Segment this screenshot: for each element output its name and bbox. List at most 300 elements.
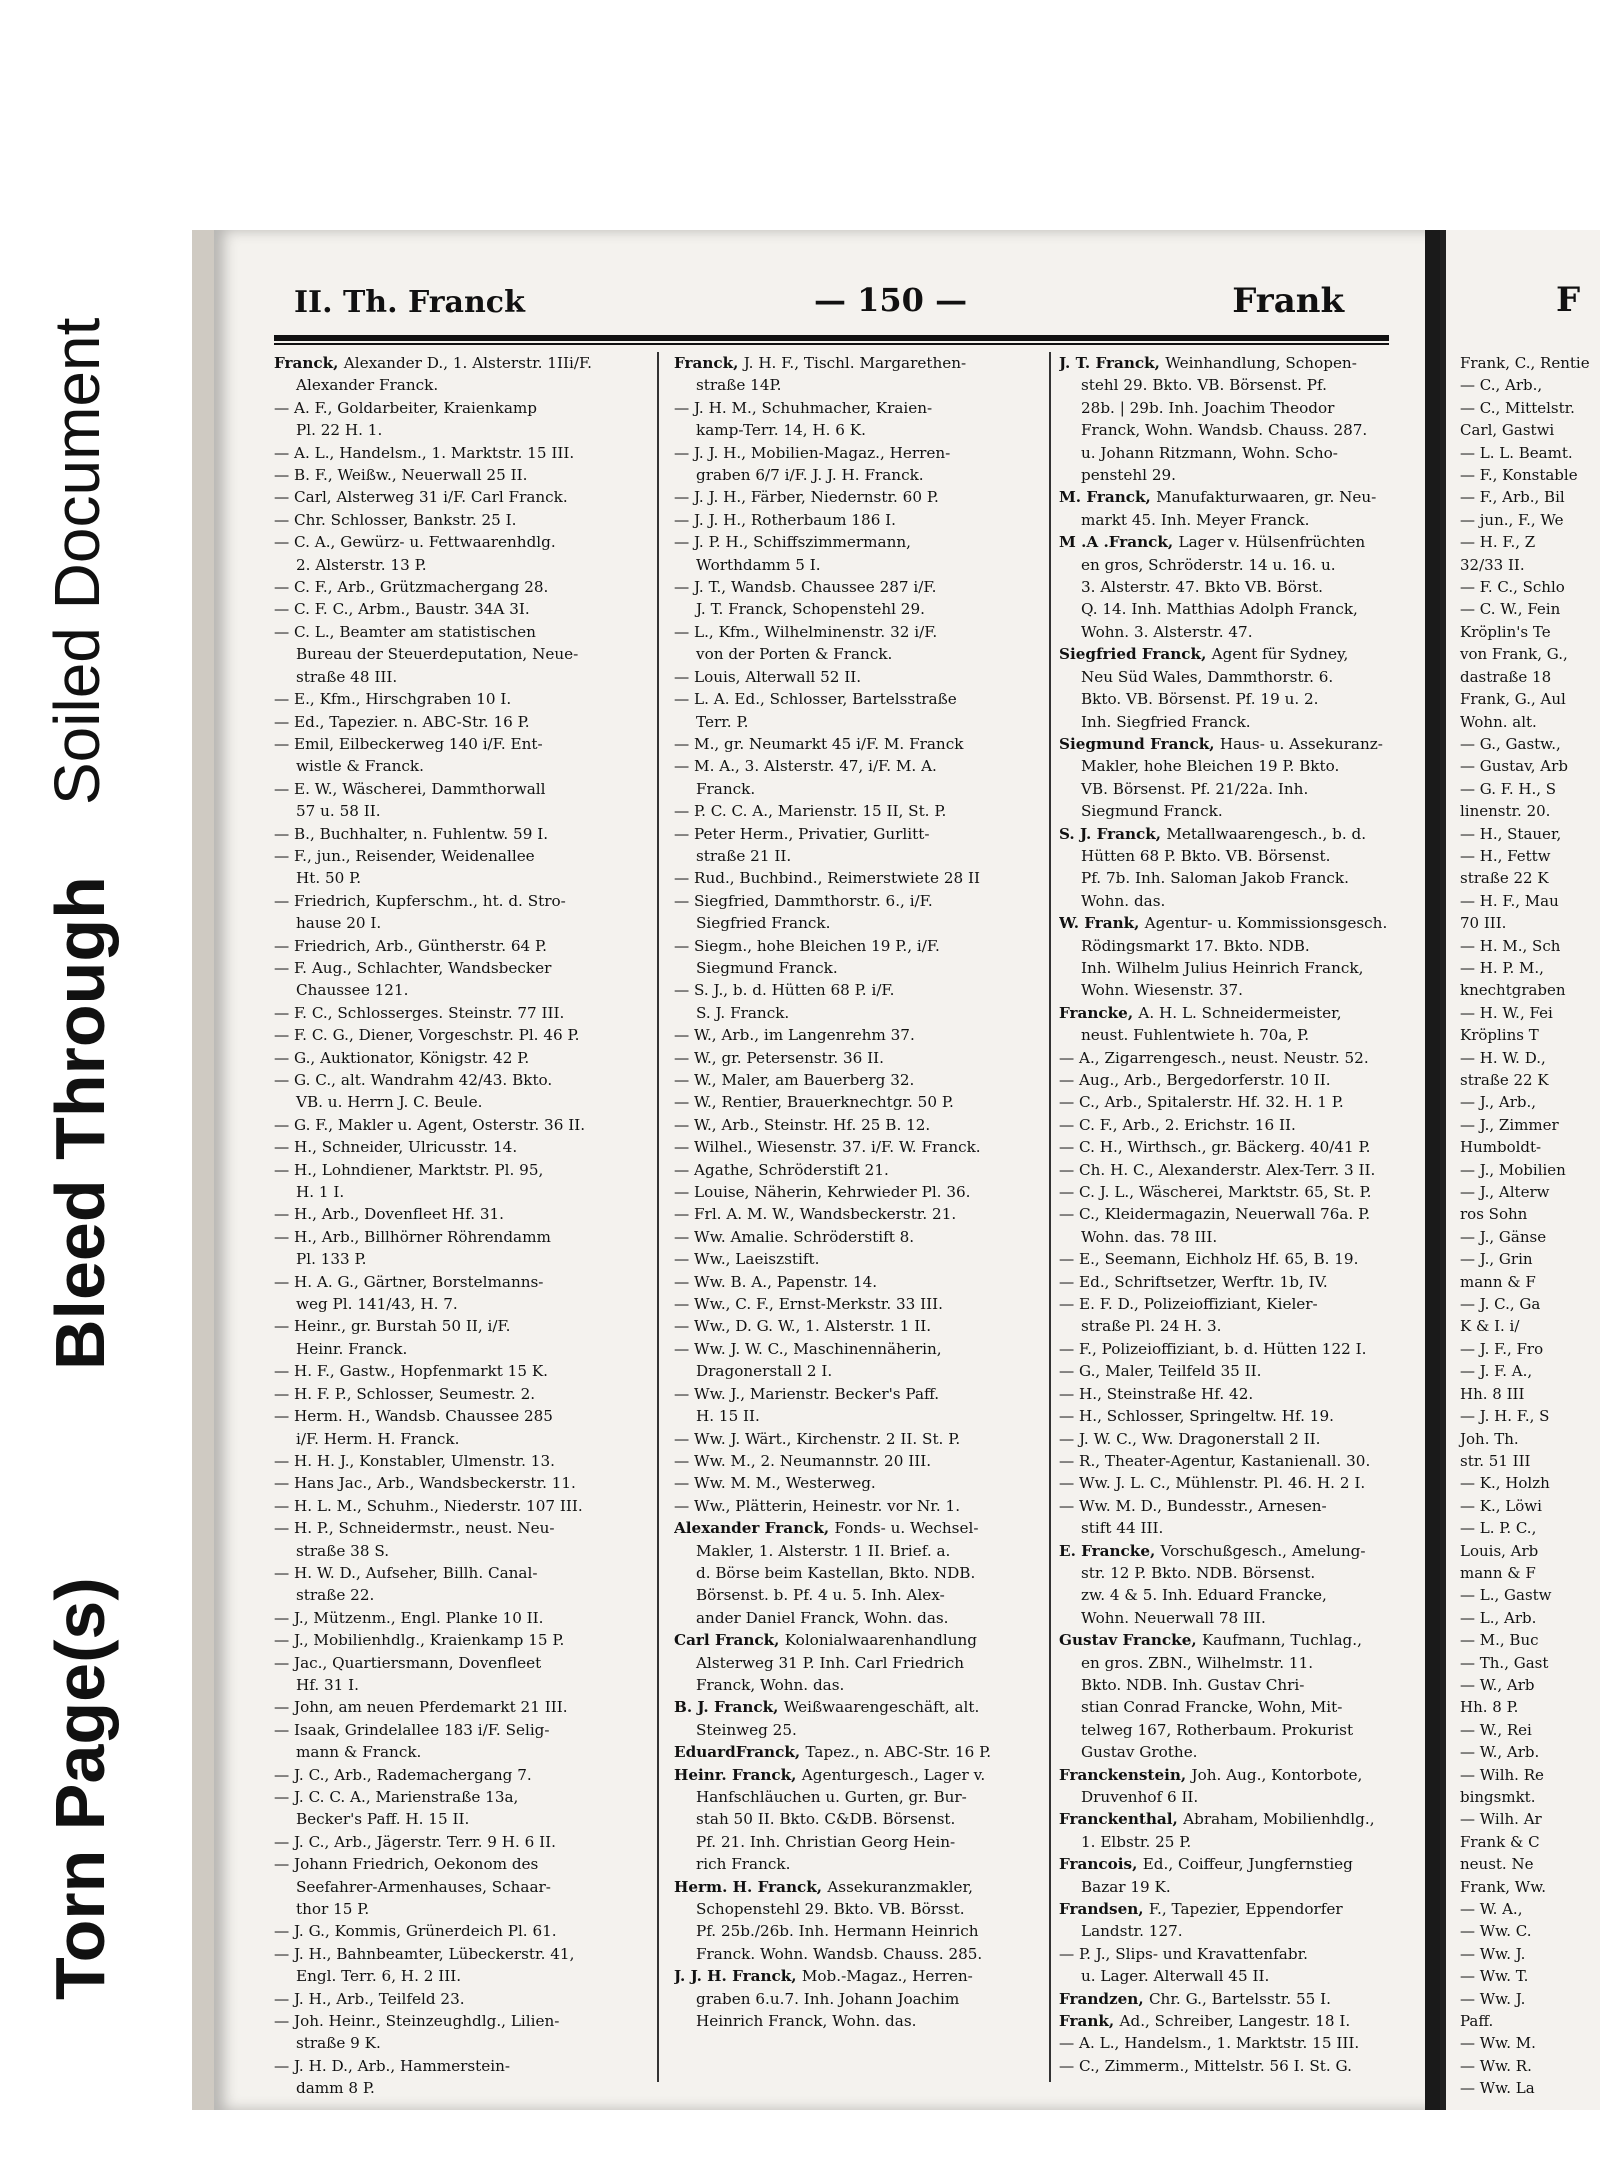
entry-text: — Johann Friedrich, Oekonom des (274, 1855, 539, 1874)
adjacent-page-line: Kröplin's Te (1460, 622, 1551, 641)
adjacent-page-line: straße 22 K (1460, 1071, 1549, 1089)
header-rule-thin (274, 343, 1389, 345)
directory-entry (274, 1988, 644, 2010)
entry-text: — Chr. Schlosser, Bankstr. 25 I. (274, 510, 517, 529)
directory-entry (1059, 1472, 1419, 1494)
directory-entry (1059, 1203, 1419, 1225)
directory-entry (674, 1383, 1039, 1405)
directory-entry (674, 845, 1039, 867)
directory-entry (274, 1405, 644, 1427)
entry-text: Engl. Terr. 6, H. 2 III. (296, 1967, 462, 1986)
directory-entry (1059, 442, 1419, 464)
directory-entry (274, 1674, 644, 1696)
directory-entry (274, 1808, 644, 1830)
entry-text: Bkto. VB. Börsenst. Pf. 19 u. 2. (1081, 690, 1319, 709)
adjacent-page-line: straße 22 K (1460, 869, 1549, 888)
adjacent-page-line: Wohn. alt. (1460, 712, 1537, 731)
entry-text: — L., Kfm., Wilhelminenstr. 32 i/F. (674, 622, 938, 641)
entry-name: Heinr. Franck, (674, 1765, 802, 1784)
adjacent-page-line: — H. F., Mau (1460, 891, 1559, 910)
adjacent-page-line: — K., Holzh (1460, 1474, 1550, 1493)
entry-text: — S. J., b. d. Hütten 68 P. i/F. (674, 981, 895, 1000)
directory-entry (1059, 1069, 1419, 1091)
entry-text: Weinhandlung, Schopen- (1165, 354, 1357, 372)
directory-entry (274, 374, 644, 396)
entry-text: neust. Fuhlentwiete h. 70a, P. (1081, 1026, 1310, 1045)
entry-text: — Jac., Quartiersmann, Dovenfleet (274, 1653, 542, 1672)
directory-entry (1059, 1226, 1419, 1248)
entry-text: — Rud., Buchbind., Reimerstwiete 28 II (674, 869, 980, 888)
entry-name: Herm. H. Franck, (674, 1877, 828, 1896)
directory-entry (274, 1607, 644, 1629)
directory-entry (674, 1540, 1039, 1562)
entry-text: Agentur- u. Kommissionsgesch. (1144, 914, 1388, 933)
entry-text: Ht. 50 P. (296, 869, 362, 888)
directory-entry (1059, 1607, 1419, 1629)
entry-text: — A. L., Handelsm., 1. Marktstr. 15 III. (1059, 2034, 1360, 2053)
entry-text: Franck, Wohn. das. (696, 1675, 845, 1694)
entry-text: — J. H. M., Schuhmacher, Kraien- (674, 398, 933, 417)
entry-text: — John, am neuen Pferdemarkt 21 III. (274, 1698, 568, 1717)
directory-entry (674, 979, 1039, 1001)
directory-entry (674, 957, 1039, 979)
entry-name: S. J. Franck, (1059, 824, 1167, 843)
entry-text: — C., Zimmerm., Mittelstr. 56 I. St. G. (1059, 2056, 1352, 2075)
adjacent-page (1440, 230, 1600, 2110)
directory-entry (274, 1786, 644, 1808)
entry-text: — H. L. M., Schuhm., Niederstr. 107 III. (274, 1496, 583, 1515)
directory-entry (1059, 598, 1419, 620)
entry-name: E. Francke, (1059, 1541, 1161, 1560)
entry-text: straße Pl. 24 H. 3. (1081, 1317, 1222, 1336)
directory-entry (274, 464, 644, 486)
directory-entry (274, 397, 644, 419)
directory-entry (274, 890, 644, 912)
directory-entry (1059, 486, 1419, 508)
entry-text: 3. Alsterstr. 47. Bkto VB. Börst. (1081, 578, 1323, 597)
entry-text: — F. C., Schlosserges. Steinstr. 77 III. (274, 1003, 565, 1022)
directory-entry (674, 1226, 1039, 1248)
directory-entry (274, 1898, 644, 1920)
directory-entry (674, 1203, 1039, 1225)
adjacent-page-line: — H. W., Fei (1460, 1003, 1553, 1022)
directory-entry (1059, 1652, 1419, 1674)
adjacent-page-line: 70 III. (1460, 914, 1507, 933)
directory-entry (674, 576, 1039, 598)
directory-entry (674, 1517, 1039, 1539)
directory-entry (1059, 1764, 1419, 1786)
directory-entry (274, 486, 644, 508)
directory-entry (274, 1091, 644, 1113)
entry-text: — A. L., Handelsm., 1. Marktstr. 15 III. (274, 443, 575, 462)
entry-text: — Ww., C. F., Ernst-Merkstr. 33 III. (674, 1295, 943, 1314)
entry-text: — J. W. C., Ww. Dragonerstall 2 II. (1059, 1429, 1321, 1448)
entry-text: Hanfschläuchen u. Gurten, gr. Bur- (696, 1788, 967, 1806)
directory-entry (674, 397, 1039, 419)
directory-entry (1059, 1495, 1419, 1517)
entry-text: — Ww. M., 2. Neumannstr. 20 III. (674, 1451, 932, 1470)
directory-entry (674, 1808, 1039, 1830)
directory-entry (274, 1226, 644, 1248)
entry-text: 57 u. 58 II. (296, 802, 381, 821)
entry-text: — W., Arb., Steinstr. Hf. 25 B. 12. (674, 1115, 931, 1134)
directory-entry (274, 554, 644, 576)
directory-entry (1059, 1674, 1419, 1696)
entry-text: d. Börse beim Kastellan, Bkto. NDB. (696, 1563, 976, 1582)
directory-entry (1059, 845, 1419, 867)
entry-text: weg Pl. 141/43, H. 7. (296, 1295, 458, 1314)
entry-text: — J. H. D., Arb., Hammerstein- (274, 2056, 511, 2075)
directory-entry (674, 1876, 1039, 1898)
directory-entry (674, 486, 1039, 508)
directory-entry (1059, 733, 1419, 755)
directory-entry (1059, 1876, 1419, 1898)
adjacent-page-line: — J., Alterw (1460, 1183, 1550, 1202)
entry-text: Rödingsmarkt 17. Bkto. NDB. (1081, 936, 1310, 955)
entry-text: Pl. 22 H. 1. (296, 421, 383, 440)
entry-text: Siegmund Franck. (1081, 802, 1223, 821)
entry-text: Pl. 133 P. (296, 1250, 367, 1269)
entry-text: — F., jun., Reisender, Weidenallee (274, 846, 535, 865)
directory-entry (674, 778, 1039, 800)
entry-text: — F., Polizeioffiziant, b. d. Hütten 122 I. (1059, 1339, 1367, 1358)
directory-entry (1059, 1114, 1419, 1136)
adjacent-page-line: — L., Arb. (1460, 1608, 1537, 1627)
directory-entry (1059, 1853, 1419, 1875)
directory-entry (274, 1360, 644, 1382)
adjacent-page-line: — Ww. T. (1460, 1967, 1529, 1986)
adjacent-page-line: — J., Arb., (1460, 1093, 1537, 1112)
entry-text: Joh. Aug., Kontorbote, (1191, 1765, 1363, 1784)
directory-entry (274, 2077, 644, 2099)
entry-text: stian Conrad Francke, Wohn, Mit- (1081, 1698, 1343, 1717)
entry-text: — Ww. J., Marienstr. Becker's Paff. (674, 1384, 940, 1403)
entry-name: J. T. Franck, (1059, 354, 1166, 372)
column-divider (657, 352, 659, 2082)
entry-name: Frandsen, (1059, 1900, 1149, 1919)
adjacent-page-line: Hh. 8 P. (1460, 1698, 1519, 1717)
entry-text: Kaufmann, Tuchlag., (1201, 1631, 1362, 1650)
adjacent-page-line: — H., Stauer, (1460, 824, 1562, 843)
directory-entry (674, 1741, 1039, 1763)
entry-text: u. Lager. Alterwall 45 II. (1081, 1967, 1270, 1986)
directory-entry (1059, 1428, 1419, 1450)
directory-entry (674, 890, 1039, 912)
entry-text: — Hans Jac., Arb., Wandsbeckerstr. 11. (274, 1474, 576, 1493)
entry-text: Haus- u. Assekuranz- (1219, 734, 1383, 753)
directory-entry (274, 531, 644, 553)
entry-text: penstehl 29. (1081, 466, 1176, 485)
entry-text: Hütten 68 P. Bkto. VB. Börsenst. (1081, 846, 1331, 865)
entry-text: — Carl, Alsterweg 31 i/F. Carl Franck. (274, 488, 568, 507)
entry-text: — A. F., Goldarbeiter, Kraienkamp (274, 398, 538, 417)
entry-name: B. J. Franck, (674, 1698, 784, 1717)
entry-text: — Wilhel., Wiesenstr. 37. i/F. W. Franck. (674, 1138, 981, 1157)
directory-entry (1059, 1315, 1419, 1337)
entry-text: — Louis, Alterwall 52 II. (674, 667, 862, 686)
directory-entry (674, 1674, 1039, 1696)
adjacent-page-line: — J. C., Ga (1460, 1295, 1541, 1314)
directory-entry (274, 643, 644, 665)
entry-text: — Ed., Schriftsetzer, Werftr. 1b, IV. (1059, 1272, 1328, 1291)
directory-entry (274, 1248, 644, 1270)
directory-entry (1059, 621, 1419, 643)
directory-entry (274, 800, 644, 822)
entry-text: — J. J. H., Färber, Niedernstr. 60 P. (674, 488, 939, 507)
directory-entry (1059, 464, 1419, 486)
entry-text: — F. Aug., Schlachter, Wandsbecker (274, 958, 552, 977)
directory-entry (674, 419, 1039, 441)
entry-text: Agent für Sydney, (1211, 645, 1349, 664)
entry-text: Worthdamm 5 I. (696, 555, 821, 574)
entry-text: damm 8 P. (296, 2079, 375, 2098)
directory-entry (274, 1338, 644, 1360)
adjacent-page-line: — G. F. H., S (1460, 779, 1557, 798)
directory-entry (674, 1091, 1039, 1113)
entry-text: — Joh. Heinr., Steinzeughdlg., Lilien- (274, 2012, 560, 2031)
directory-entry (274, 1428, 644, 1450)
directory-entry (674, 1024, 1039, 1046)
directory-entry (1059, 1540, 1419, 1562)
column-1 (274, 352, 644, 2100)
entry-text: Franck. (696, 779, 756, 798)
directory-entry (674, 688, 1039, 710)
adjacent-page-line: mann & F (1460, 1272, 1536, 1291)
directory-entry (1059, 531, 1419, 553)
entry-text: — Emil, Eilbeckerweg 140 i/F. Ent- (274, 734, 543, 753)
entry-text: Terr. P. (696, 712, 749, 731)
directory-entry (1059, 1293, 1419, 1315)
adjacent-page-line: Frank, Ww. (1460, 1877, 1547, 1896)
entry-text: — Ww., D. G. W., 1. Alsterstr. 1 II. (674, 1317, 932, 1336)
directory-entry (674, 1786, 1039, 1808)
adjacent-page-line: Joh. Th. (1460, 1429, 1519, 1448)
directory-entry (1059, 778, 1419, 800)
directory-entry (1059, 1136, 1419, 1158)
directory-entry (674, 935, 1039, 957)
entry-text: — Ww. B. A., Papenstr. 14. (674, 1272, 878, 1291)
entry-name: Alexander Franck, (674, 1519, 835, 1538)
entry-text: en gros. ZBN., Wilhelmstr. 11. (1081, 1653, 1314, 1672)
entry-text: — J. T., Wandsb. Chaussee 287 i/F. (674, 578, 937, 597)
entry-text: — F. C. G., Diener, Vorgeschstr. Pl. 46 P. (274, 1026, 580, 1045)
adjacent-page-line: — F. C., Schlo (1460, 578, 1565, 597)
entry-text: markt 45. Inh. Meyer Franck. (1081, 510, 1310, 529)
entry-text: Chr. G., Bartelsstr. 55 I. (1148, 1989, 1331, 2008)
entry-text: Tapez., n. ABC-Str. 16 P. (805, 1743, 992, 1762)
directory-entry (674, 867, 1039, 889)
entry-text: — C. F., Arb., Grützmachergang 28. (274, 578, 549, 597)
adjacent-page-line: — H. W. D., (1460, 1048, 1546, 1067)
entry-name: Frandzen, (1059, 1989, 1149, 2008)
directory-entry (1059, 1405, 1419, 1427)
directory-entry (274, 845, 644, 867)
directory-entry (1059, 2032, 1419, 2054)
entry-text: VB. Börsenst. Pf. 21/22a. Inh. (1081, 779, 1309, 798)
directory-entry (674, 1136, 1039, 1158)
directory-entry (274, 509, 644, 531)
entry-text: H. 1 I. (296, 1183, 345, 1202)
adjacent-page-line: — M., Buc (1460, 1631, 1539, 1650)
directory-entry (674, 1293, 1039, 1315)
adjacent-page-line: — G., Gastw., (1460, 734, 1561, 753)
adjacent-page-line: bingsmkt. (1460, 1788, 1536, 1806)
directory-entry (1059, 1719, 1419, 1741)
entry-text: — H., Schlosser, Springeltw. Hf. 19. (1059, 1407, 1334, 1426)
adjacent-page-line: — J. H. F., S (1460, 1407, 1550, 1426)
entry-text: Heinrich Franck, Wohn. das. (696, 2012, 917, 2031)
directory-entry (674, 1002, 1039, 1024)
directory-entry (274, 1472, 644, 1494)
entry-text: — Agathe, Schröderstift 21. (674, 1160, 889, 1179)
directory-entry (1059, 1002, 1419, 1024)
entry-text: Inh. Siegfried Franck. (1081, 712, 1251, 731)
column-2 (674, 352, 1039, 2032)
entry-text: Lager v. Hülsenfrüchten (1178, 533, 1366, 552)
directory-entry (1059, 643, 1419, 665)
directory-entry (1059, 1943, 1419, 1965)
entry-text: — J. P. H., Schiffszimmermann, (674, 533, 911, 552)
directory-entry (274, 598, 644, 620)
entry-text: — Ww. J. W. C., Maschinennäherin, (674, 1339, 942, 1358)
adjacent-page-line: — Wilh. Re (1460, 1765, 1544, 1784)
entry-text: Wohn. 3. Alsterstr. 47. (1081, 622, 1253, 641)
directory-entry (1059, 711, 1419, 733)
directory-entry (674, 1069, 1039, 1091)
directory-entry (674, 374, 1039, 396)
directory-entry (1059, 374, 1419, 396)
directory-entry (674, 621, 1039, 643)
entry-text: str. 12 P. Bkto. NDB. Börsenst. (1081, 1563, 1316, 1582)
entry-name: J. J. H. Franck, (674, 1967, 802, 1986)
entry-text: — W., Arb., im Langenrehm 37. (674, 1026, 915, 1045)
directory-entry (274, 867, 644, 889)
directory-entry (674, 509, 1039, 531)
directory-entry (274, 1203, 644, 1225)
entry-text: — G., Auktionator, Königstr. 42 P. (274, 1048, 530, 1067)
section-title: II. Th. Franck (294, 285, 525, 320)
entry-text: mann & Franck. (296, 1743, 422, 1762)
directory-entry (274, 1002, 644, 1024)
entry-text: Manufakturwaaren, gr. Neu- (1156, 488, 1377, 507)
directory-entry (674, 1428, 1039, 1450)
entry-text: Schopenstehl 29. Bkto. VB. Börsst. (696, 1900, 965, 1919)
directory-entry (1059, 1271, 1419, 1293)
entry-text: Agenturgesch., Lager v. (801, 1765, 986, 1784)
entry-text: — H., Steinstraße Hf. 42. (1059, 1384, 1254, 1403)
directory-entry (274, 1920, 644, 1942)
directory-entry (274, 576, 644, 598)
entry-text: Ad., Schreiber, Langestr. 18 I. (1119, 2012, 1351, 2031)
adjacent-page-line: — W., Rei (1460, 1720, 1532, 1739)
directory-entry (674, 800, 1039, 822)
directory-entry (674, 1562, 1039, 1584)
entry-text: — Ww. M. M., Westerweg. (674, 1474, 876, 1493)
directory-entry (1059, 1965, 1419, 1987)
directory-entry (1059, 800, 1419, 822)
entry-text: Wohn. Wiesenstr. 37. (1081, 981, 1243, 1000)
adjacent-page-line: — Ww. C. (1460, 1922, 1532, 1941)
entry-text: — G. F., Makler u. Agent, Osterstr. 36 II. (274, 1115, 586, 1134)
entry-text: H. 15 II. (696, 1407, 760, 1426)
entry-text: — H. F., Gastw., Hopfenmarkt 15 K. (274, 1362, 549, 1381)
directory-entry (274, 442, 644, 464)
directory-entry (1059, 2055, 1419, 2077)
directory-entry (1059, 1248, 1419, 1270)
adjacent-page-line: linenstr. 20. (1460, 802, 1551, 821)
adjacent-page-line: mann & F (1460, 1563, 1536, 1582)
directory-entry (674, 1920, 1039, 1942)
directory-entry (274, 1024, 644, 1046)
entry-text: u. Johann Ritzmann, Wohn. Scho- (1081, 443, 1338, 462)
entry-text: Landstr. 127. (1081, 1922, 1183, 1941)
directory-entry (274, 1159, 644, 1181)
directory-entry (1059, 823, 1419, 845)
directory-entry (1059, 1181, 1419, 1203)
directory-entry (674, 1764, 1039, 1786)
adjacent-page-line: neust. Ne (1460, 1855, 1534, 1874)
entry-name: M. Franck, (1059, 488, 1157, 507)
entry-text: — Ww. J. L. C., Mühlenstr. Pl. 46. H. 2 I. (1059, 1474, 1366, 1493)
entry-text: — J., Mobilienhdlg., Kraienkamp 15 P. (274, 1631, 565, 1650)
directory-entry (274, 1047, 644, 1069)
entry-text: — Peter Herm., Privatier, Gurlitt- (674, 824, 930, 843)
entry-text: stehl 29. Bkto. VB. Börsenst. Pf. (1081, 376, 1327, 395)
header-rule (274, 335, 1389, 341)
directory-entry (1059, 1584, 1419, 1606)
adjacent-page-line: — J. F. A., (1460, 1362, 1533, 1381)
entry-text: — A., Zigarrengesch., neust. Neustr. 52. (1059, 1048, 1369, 1067)
directory-entry (674, 1584, 1039, 1606)
entry-name: Siegmund Franck, (1059, 734, 1220, 753)
directory-entry (274, 1315, 644, 1337)
entry-text: hause 20 I. (296, 914, 382, 933)
entry-text: Chaussee 121. (296, 981, 409, 1000)
directory-entry (274, 935, 644, 957)
directory-entry (274, 1293, 644, 1315)
directory-entry (274, 912, 644, 934)
entry-text: Alexander Franck. (296, 376, 439, 395)
entry-text: wistle & Franck. (296, 757, 424, 776)
adjacent-page-line: Carl, Gastwi (1460, 421, 1555, 440)
entry-text: Ed., Coiffeur, Jungfernstieg (1142, 1855, 1353, 1874)
entry-text: straße 38 S. (296, 1541, 390, 1560)
adjacent-page-line: — H., Fettw (1460, 846, 1551, 865)
entry-text: — E., Seemann, Eichholz Hf. 65, B. 19. (1059, 1250, 1359, 1269)
adjacent-page-line: von Frank, G., (1460, 645, 1568, 664)
adjacent-page-line: — Wilh. Ar (1460, 1810, 1542, 1829)
entry-text: — Siegm., hohe Bleichen 19 P., i/F. (674, 936, 940, 955)
adjacent-page-line: dastraße 18 (1460, 667, 1552, 686)
entry-text: Siegmund Franck. (696, 958, 838, 977)
directory-entry (274, 1450, 644, 1472)
soiled-document-label: Soiled Document (41, 317, 113, 805)
adjacent-page-line: — L. L. Beamt. (1460, 443, 1573, 462)
directory-entry (1059, 979, 1419, 1001)
entry-text: A. H. L. Schneidermeister, (1138, 1003, 1342, 1022)
directory-entry (674, 1965, 1039, 1987)
directory-entry (1059, 1159, 1419, 1181)
entry-text: — J. J. H., Rotherbaum 186 I. (674, 510, 897, 529)
adjacent-page-line: — F., Arb., Bil (1460, 488, 1565, 507)
directory-entry (1059, 1338, 1419, 1360)
directory-entry (1059, 576, 1419, 598)
adjacent-page-line: 32/33 II. (1460, 555, 1525, 574)
entry-text: — Ww. Amalie. Schröderstift 8. (674, 1227, 915, 1246)
directory-entry (674, 1159, 1039, 1181)
directory-entry (1059, 1898, 1419, 1920)
adjacent-page-line: — L. P. C., (1460, 1519, 1537, 1538)
